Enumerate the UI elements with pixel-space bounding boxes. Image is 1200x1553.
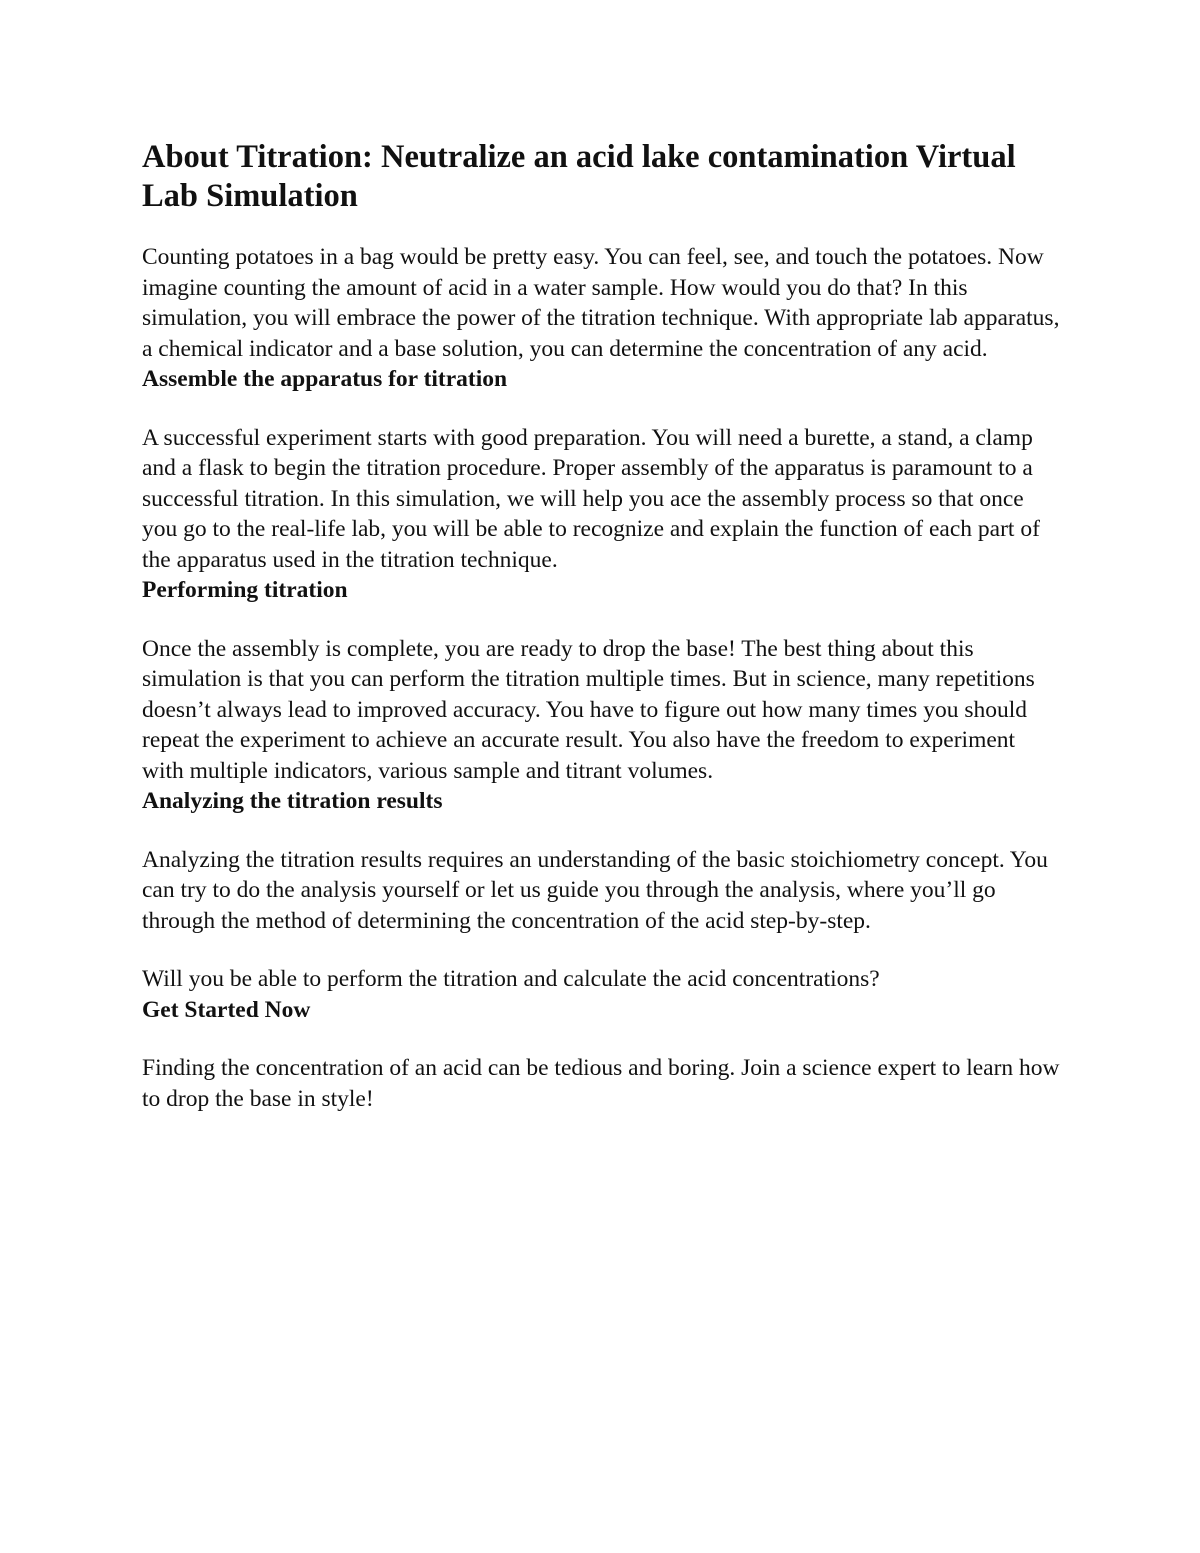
- page-title: About Titration: Neutralize an acid lake contamination Virtual Lab Simulation: [142, 139, 1016, 214]
- cta-body: Finding the concentration of an acid can be tedious and boring. Join a science expert to learn how to drop the base in style!: [142, 1055, 1060, 1112]
- section-body-assemble: A successful experiment starts with good preparation. You will need a burette, a stand, a clamp and a flask to begin the titration procedure. Proper assembly of the apparatus is paramount to a successful titration. In this simulation, we will help you ace the assembly process so that once you go to the real-life lab, you will be able to recognize and explain the function of each part of the apparatus used in the titration technique.: [142, 424, 1040, 573]
- section-body-performing: Once the assembly is complete, you are ready to drop the base! The best thing about this simulation is that you can perform the titration multiple times. But in science, many repetitions doesn’t always lead to improved accuracy. You have to figure out how many times you should repeat the experiment to achieve an accurate result. You also have the freedom to experiment with multiple indicators, various sample and titrant volumes.: [142, 635, 1035, 784]
- document-page: [142, 138, 1062, 1114]
- section-heading-assemble: Assemble the apparatus for titration: [142, 366, 508, 392]
- closing-question: Will you be able to perform the titration and calculate the acid concentrations?: [142, 966, 880, 992]
- cta-heading: Get Started Now: [142, 996, 311, 1023]
- section-heading-performing: Performing titration: [142, 577, 348, 603]
- section-heading-analyzing: Analyzing the titration results: [142, 788, 443, 814]
- section-body-analyzing: Analyzing the titration results requires an understanding of the basic stoichiometry concept. You can try to do the analysis yourself or let us guide you through the analysis, where you’ll go through the method of determining the concentration of the acid step-by-step.: [142, 846, 1048, 934]
- intro-paragraph: Counting potatoes in a bag would be pretty easy. You can feel, see, and touch the potatoes. Now imagine counting the amount of acid in a water sample. How would you do that? In this simulation, you will embrace the power of the titration technique. With appropriate lab apparatus, a chemical indicator and a base solution, you can determine the concentration of any acid.: [142, 244, 1060, 362]
